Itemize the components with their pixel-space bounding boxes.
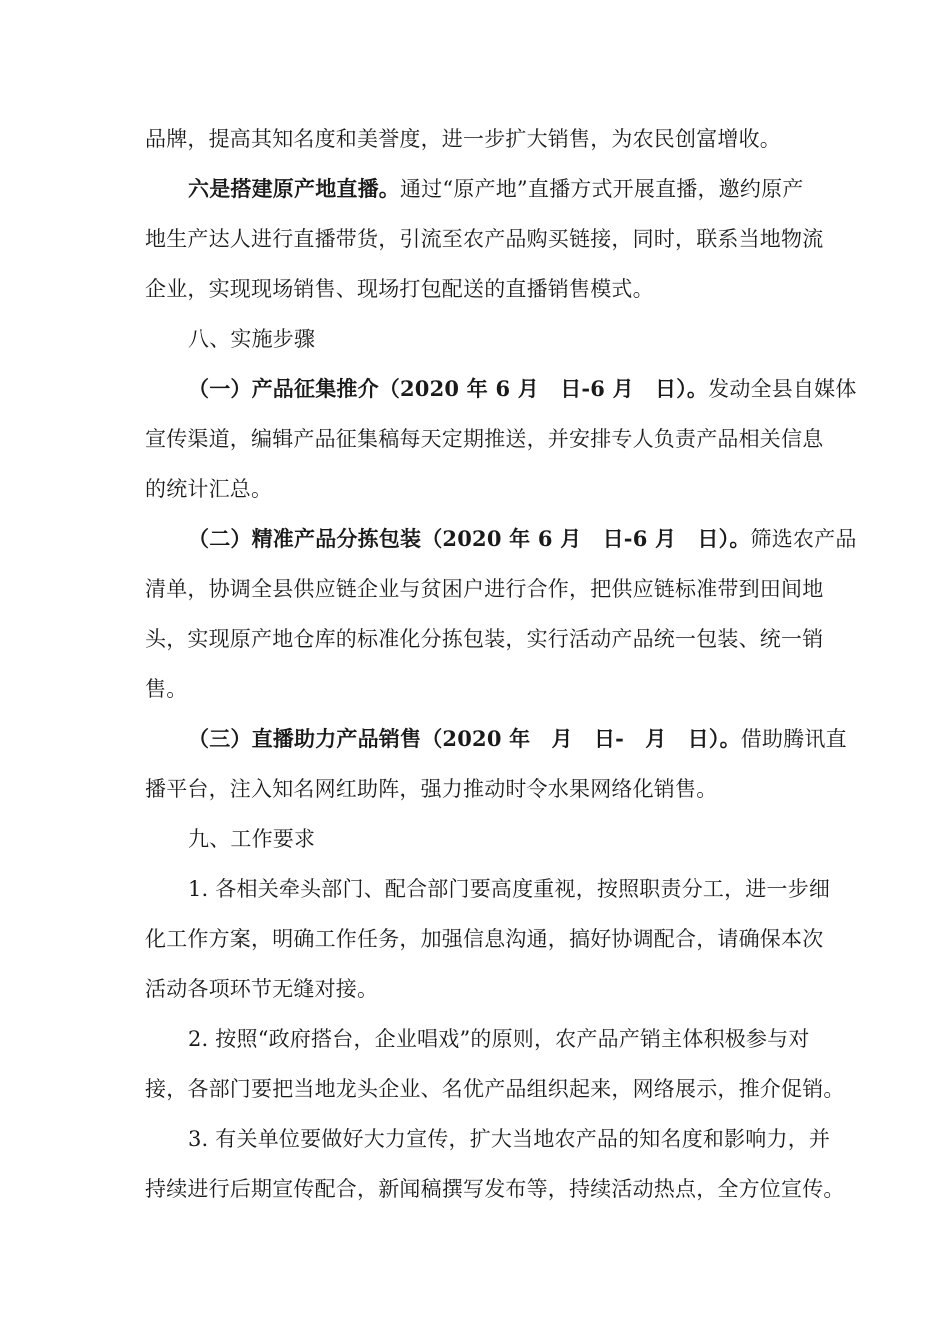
text-segment: 地生产达人进行直播带货，引流至农产品购买链接，同时，联系当地物流 [145,227,824,251]
text-segment: 通过“原产地”直播方式开展直播，邀约原产 [400,177,804,201]
bold-heading: 六是搭建原产地直播。 [188,176,400,201]
section-heading [188,824,315,854]
text-line [145,574,823,604]
bold-heading: （二）精准产品分拣包装（2020 年 6 月 日-6 月 日）。 [188,526,751,551]
text-segment: 售。 [145,677,188,701]
text-segment: 1. 各相关牵头部门、配合部门要高度重视，按照职责分工，进一步细 [188,877,831,901]
text-segment: 借助腾讯直 [740,727,847,751]
text-line [145,474,272,504]
text-line [188,874,830,904]
text-segment: 品牌，提高其知名度和美誉度，进一步扩大销售，为农民创富增收。 [145,127,781,151]
text-segment: 持续进行后期宣传配合，新闻稿撰写发布等，持续活动热点，全方位宣传。 [145,1177,845,1201]
section-title: 九、工作要求 [188,827,316,851]
text-segment: 化工作方案，明确工作任务，加强信息沟通，搞好协调配合，请确保本次 [145,927,824,951]
text-segment: 2. 按照“政府搭台，企业唱戏”的原则，农产品产销主体积极参与对 [188,1027,810,1051]
text-line [145,124,781,154]
text-line [145,674,187,704]
text-line [145,974,378,1004]
text-line [188,1024,810,1054]
text-line [145,224,823,254]
text-line [145,1074,845,1104]
text-segment: 筛选农产品 [750,527,857,551]
paragraph-heading-line [188,174,803,204]
text-line [188,1124,830,1154]
bold-heading: （一）产品征集推介（2020 年 6 月 日-6 月 日）。 [188,376,709,401]
paragraph-heading-line [188,524,857,554]
bold-heading: （三）直播助力产品销售（2020 年 月 日- 月 日）。 [188,726,741,751]
text-segment: 清单，协调全县供应链企业与贫困户进行合作，把供应链标准带到田间地 [145,577,824,601]
text-segment: 的统计汇总。 [145,477,273,501]
paragraph-heading-line [188,724,847,754]
text-segment: 活动各项环节无缝对接。 [145,977,379,1001]
text-segment: 宣传渠道，编辑产品征集稿每天定期推送，并安排专人负责产品相关信息 [145,427,824,451]
text-segment: 接，各部门要把当地龙头企业、名优产品组织起来，网络展示，推介促销。 [145,1077,845,1101]
text-line [145,424,823,454]
text-line [145,1174,845,1204]
text-line [145,774,717,804]
text-line [145,924,823,954]
text-segment: 播平台，注入知名网红助阵，强力推动时令水果网络化销售。 [145,777,718,801]
section-title: 八、实施步骤 [188,327,316,351]
text-segment: 头，实现原产地仓库的标准化分拣包装，实行活动产品统一包装、统一销 [145,627,824,651]
text-segment: 发动全县自媒体 [708,377,857,401]
section-heading [188,324,315,354]
text-line [145,274,654,304]
paragraph-heading-line [188,374,857,404]
text-line [145,624,823,654]
text-segment: 企业，实现现场销售、现场打包配送的直播销售模式。 [145,277,654,301]
text-segment: 3. 有关单位要做好大力宣传，扩大当地农产品的知名度和影响力，并 [188,1127,831,1151]
